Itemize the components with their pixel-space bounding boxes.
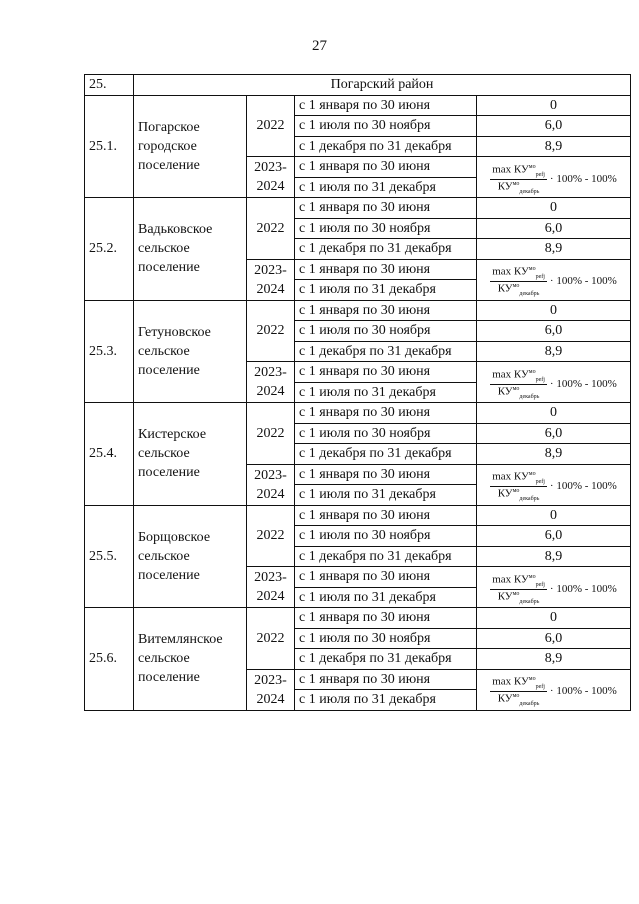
formula-den-sub: декабрь	[519, 496, 540, 503]
formula	[490, 369, 617, 400]
value-cell: 8,9	[477, 444, 631, 465]
formula-numerator	[490, 164, 547, 180]
formula-den-sub: декабрь	[519, 393, 540, 400]
formula-den-sup: мо	[512, 385, 520, 392]
year-2022: 2022	[247, 505, 295, 567]
settlement-number: 25.3.	[85, 300, 134, 403]
period-cell: с 1 января по 30 июня	[295, 464, 477, 485]
formula-den: КУ	[497, 692, 513, 705]
formula-rest: · 100% - 100%	[549, 275, 617, 288]
period-cell: с 1 июля по 30 ноября	[295, 423, 477, 444]
year-2023-2024: 2023-2024	[247, 362, 295, 403]
formula-den-sup: мо	[512, 590, 520, 597]
value-cell: 6,0	[477, 628, 631, 649]
formula-fraction	[490, 574, 547, 605]
year-2022: 2022	[247, 95, 295, 157]
region-number: 25.	[85, 75, 134, 96]
formula-rest: · 100% - 100%	[549, 582, 617, 595]
settlement-name: Вадьковское сельское поселение	[134, 198, 247, 301]
formula-den-sup: мо	[512, 180, 520, 187]
formula-rest: · 100% - 100%	[549, 377, 617, 390]
formula-rest: · 100% - 100%	[549, 172, 617, 185]
period-cell: с 1 января по 30 июня	[295, 403, 477, 424]
formula-max: max КУ	[492, 675, 529, 688]
year-2023-2024: 2023-2024	[247, 464, 295, 505]
formula-numerator	[490, 369, 547, 385]
settlement-name: Борщовское сельское поселение	[134, 505, 247, 608]
formula-max-sub: pefj	[535, 581, 545, 588]
period-cell: с 1 декабря по 31 декабря	[295, 136, 477, 157]
period-cell: с 1 декабря по 31 декабря	[295, 341, 477, 362]
formula-max-sup: мо	[528, 368, 536, 375]
period-cell: с 1 января по 30 июня	[295, 567, 477, 588]
formula-fraction	[490, 471, 547, 502]
period-cell: с 1 декабря по 31 декабря	[295, 546, 477, 567]
settlement-number: 25.1.	[85, 95, 134, 198]
formula-fraction	[490, 369, 547, 400]
period-cell: с 1 июля по 31 декабря	[295, 382, 477, 403]
period-cell: с 1 июля по 31 декабря	[295, 485, 477, 506]
formula-rest: · 100% - 100%	[549, 480, 617, 493]
value-cell: 0	[477, 608, 631, 629]
settlement-name: Кистерское сельское поселение	[134, 403, 247, 506]
value-cell: 0	[477, 198, 631, 219]
formula	[490, 164, 617, 195]
period-cell: с 1 декабря по 31 декабря	[295, 444, 477, 465]
formula-max-sup: мо	[528, 163, 536, 170]
formula-denominator	[496, 487, 542, 502]
formula	[490, 471, 617, 502]
formula-max: max КУ	[492, 163, 529, 176]
value-cell: 0	[477, 505, 631, 526]
formula-max-sup: мо	[528, 266, 536, 273]
value-cell: 8,9	[477, 341, 631, 362]
settlement-number: 25.5.	[85, 505, 134, 608]
formula-den: КУ	[497, 180, 513, 193]
formula-denominator	[496, 692, 542, 707]
year-2022: 2022	[247, 198, 295, 260]
formula	[490, 266, 617, 297]
formula-den: КУ	[497, 590, 513, 603]
formula-numerator	[490, 266, 547, 282]
year-2023-2024: 2023-2024	[247, 669, 295, 710]
formula-numerator	[490, 574, 547, 590]
formula-cell	[477, 669, 631, 710]
settlement-row	[85, 505, 631, 526]
year-2023-2024: 2023-2024	[247, 157, 295, 198]
value-cell: 0	[477, 403, 631, 424]
period-cell: с 1 января по 30 июня	[295, 362, 477, 383]
formula-den-sub: декабрь	[519, 701, 540, 708]
period-cell: с 1 июля по 30 ноября	[295, 526, 477, 547]
period-cell: с 1 января по 30 июня	[295, 505, 477, 526]
period-cell: с 1 июля по 31 декабря	[295, 177, 477, 198]
formula-numerator	[490, 471, 547, 487]
formula-denominator	[496, 385, 542, 400]
year-2022: 2022	[247, 403, 295, 465]
value-cell: 8,9	[477, 546, 631, 567]
tariff-table	[84, 74, 631, 711]
value-cell: 6,0	[477, 218, 631, 239]
period-cell: с 1 декабря по 31 декабря	[295, 239, 477, 260]
year-2022: 2022	[247, 608, 295, 670]
region-row	[85, 75, 631, 96]
region-name: Погарский район	[134, 75, 631, 96]
formula-cell	[477, 362, 631, 403]
period-cell: с 1 июля по 30 ноября	[295, 628, 477, 649]
settlement-row	[85, 198, 631, 219]
year-2022: 2022	[247, 300, 295, 362]
value-cell: 8,9	[477, 649, 631, 670]
settlement-name: Гетуновское сельское поселение	[134, 300, 247, 403]
settlement-number: 25.4.	[85, 403, 134, 506]
value-cell: 6,0	[477, 423, 631, 444]
formula-den-sub: декабрь	[519, 598, 540, 605]
formula-max-sub: pefj	[535, 376, 545, 383]
value-cell: 6,0	[477, 526, 631, 547]
formula-numerator	[490, 676, 547, 692]
formula-max: max КУ	[492, 573, 529, 586]
value-cell: 6,0	[477, 116, 631, 137]
formula	[490, 676, 617, 707]
period-cell: с 1 июля по 31 декабря	[295, 587, 477, 608]
period-cell: с 1 января по 30 июня	[295, 95, 477, 116]
formula-max-sup: мо	[528, 573, 536, 580]
settlement-row	[85, 300, 631, 321]
formula-den: КУ	[497, 385, 513, 398]
formula-fraction	[490, 266, 547, 297]
formula-max: max КУ	[492, 265, 529, 278]
formula-fraction	[490, 676, 547, 707]
value-cell: 6,0	[477, 321, 631, 342]
formula-cell	[477, 464, 631, 505]
formula-cell	[477, 567, 631, 608]
period-cell: с 1 января по 30 июня	[295, 669, 477, 690]
formula-max: max КУ	[492, 368, 529, 381]
formula	[490, 574, 617, 605]
value-cell: 0	[477, 95, 631, 116]
settlement-row	[85, 608, 631, 629]
period-cell: с 1 июля по 30 ноября	[295, 321, 477, 342]
period-cell: с 1 января по 30 июня	[295, 259, 477, 280]
period-cell: с 1 июля по 31 декабря	[295, 690, 477, 711]
formula-cell	[477, 157, 631, 198]
formula-max-sub: pefj	[535, 274, 545, 281]
period-cell: с 1 декабря по 31 декабря	[295, 649, 477, 670]
formula-den-sub: декабрь	[519, 188, 540, 195]
formula-den-sub: декабрь	[519, 291, 540, 298]
period-cell: с 1 января по 30 июня	[295, 300, 477, 321]
formula-den: КУ	[497, 282, 513, 295]
period-cell: с 1 июля по 31 декабря	[295, 280, 477, 301]
formula-den-sup: мо	[512, 283, 520, 290]
year-2023-2024: 2023-2024	[247, 567, 295, 608]
formula-max-sup: мо	[528, 676, 536, 683]
period-cell: с 1 июля по 30 ноября	[295, 116, 477, 137]
formula-denominator	[496, 180, 542, 195]
settlement-name: Витемлянское сельское поселение	[134, 608, 247, 711]
settlement-number: 25.6.	[85, 608, 134, 711]
period-cell: с 1 января по 30 июня	[295, 608, 477, 629]
formula-max-sup: мо	[528, 471, 536, 478]
settlement-row	[85, 95, 631, 116]
page-number: 27	[312, 38, 327, 54]
formula-max: max КУ	[492, 470, 529, 483]
value-cell: 0	[477, 300, 631, 321]
formula-denominator	[496, 282, 542, 297]
settlement-name: Погарское городское поселение	[134, 95, 247, 198]
value-cell: 8,9	[477, 239, 631, 260]
period-cell: с 1 января по 30 июня	[295, 198, 477, 219]
formula-den-sup: мо	[512, 488, 520, 495]
formula-max-sub: pefj	[535, 171, 545, 178]
formula-fraction	[490, 164, 547, 195]
formula-cell	[477, 259, 631, 300]
settlement-row	[85, 403, 631, 424]
formula-denominator	[496, 590, 542, 605]
formula-den: КУ	[497, 487, 513, 500]
period-cell: с 1 июля по 30 ноября	[295, 218, 477, 239]
settlement-number: 25.2.	[85, 198, 134, 301]
formula-max-sub: pefj	[535, 684, 545, 691]
period-cell: с 1 января по 30 июня	[295, 157, 477, 178]
formula-max-sub: pefj	[535, 479, 545, 486]
formula-den-sup: мо	[512, 693, 520, 700]
value-cell: 8,9	[477, 136, 631, 157]
formula-rest: · 100% - 100%	[549, 685, 617, 698]
year-2023-2024: 2023-2024	[247, 259, 295, 300]
